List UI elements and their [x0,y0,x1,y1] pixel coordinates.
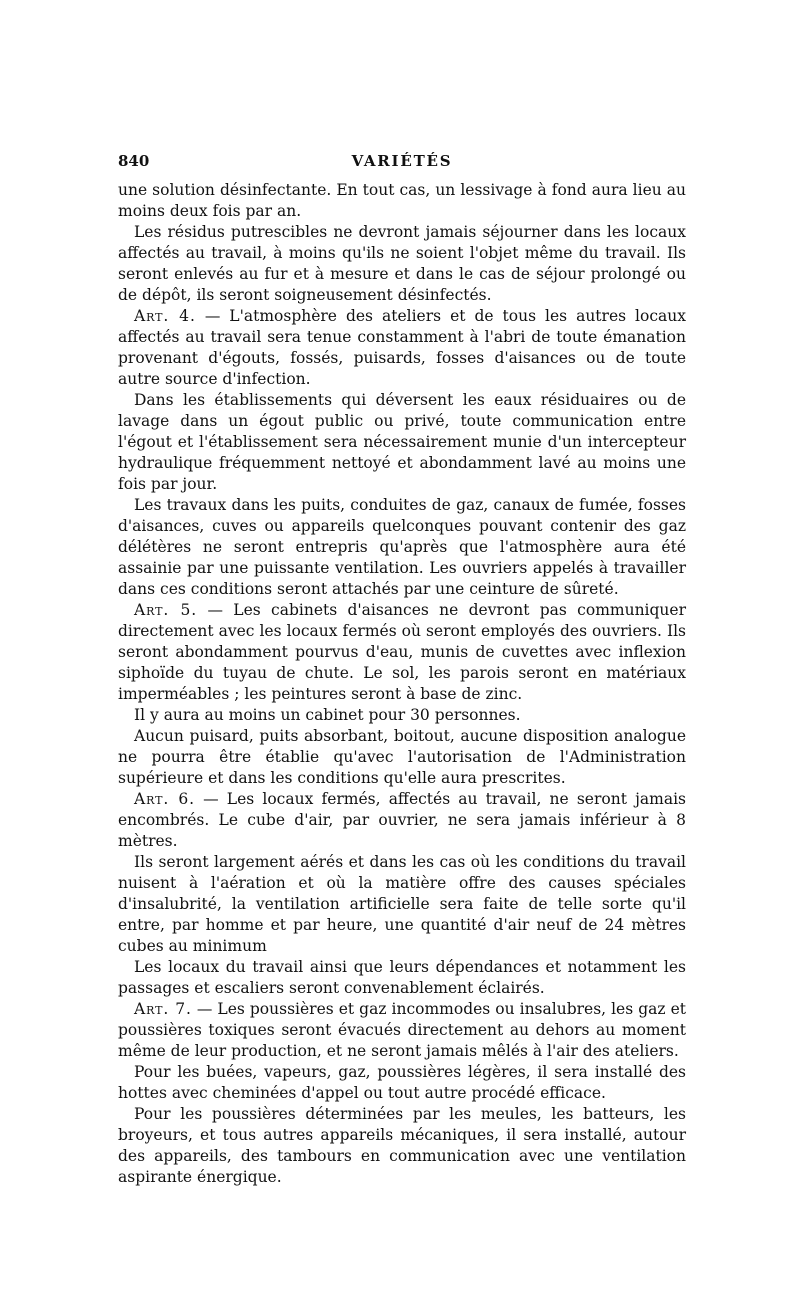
running-header [118,148,686,180]
paragraph [118,726,686,789]
paragraph [118,222,686,306]
paragraph [118,495,686,600]
paragraph [118,852,686,957]
article-label: Art. 6. [134,790,195,808]
paragraph [118,1104,686,1188]
paragraph-text: Dans les établissements qui déversent les eaux résiduaires ou de lavage dans un égout public ou privé, toute communication entre l'égout et l'établissement sera nécessairement munie d'un intercepteur hydraulique fréquemment nettoyé et abondamment lavé au moins une fois par jour. [118,391,686,493]
page-number: 840 [118,152,150,170]
article-label: Art. 7. [134,1000,192,1018]
paragraph-text: Les locaux du travail ainsi que leurs dépendances et notamment les passages et escaliers seront convenablement éclairés. [118,958,686,997]
paragraph-text: Il y aura au moins un cabinet pour 30 personnes. [134,706,521,724]
paragraph [118,1062,686,1104]
book-page [118,148,686,1188]
paragraph [118,180,686,222]
article-5-paragraph [118,600,686,705]
paragraph-text: Pour les buées, vapeurs, gaz, poussières légères, il sera installé des hottes avec cheminées d'appel ou tout autre procédé efficace. [118,1063,686,1102]
article-label: Art. 4. [134,307,196,325]
paragraph-text: — Les locaux fermés, affectés au travail, ne seront jamais encombrés. Le cube d'air, par ouvrier, ne sera jamais inférieur à 8 mètres. [118,790,686,850]
paragraph-text: — Les cabinets d'aisances ne devront pas communiquer directement avec les locaux fermés où seront employés des ouvriers. Ils seront abondamment pourvus d'eau, munis de cuvettes avec inflexion siphoïde du tuyau de chute. Le sol, les parois seront en matériaux imperméables ; les peintures seront à base de zinc. [118,601,686,703]
paragraph-text: Pour les poussières déterminées par les meules, les batteurs, les broyeurs, et tous autres appareils mécaniques, il sera installé, autour des appareils, des tambours en communication avec une ventilation aspirante énergique. [118,1105,686,1186]
paragraph-text: Les résidus putrescibles ne devront jamais séjourner dans les locaux affectés au travail, à moins qu'ils ne soient l'objet même du travail. Ils seront enlevés au fur et à mesure et dans le cas de séjour prolongé ou de dépôt, ils seront soigneusement désinfectés. [118,223,686,304]
paragraph [118,705,686,726]
paragraph-text: — L'atmosphère des ateliers et de tous les autres locaux affectés au travail sera tenue constamment à l'abri de toute émanation provenant d'égouts, fossés, puisards, fosses d'aisances ou de toute autre source d'infection. [118,307,686,388]
article-4-paragraph [118,306,686,390]
body-text [118,180,686,1188]
paragraph [118,957,686,999]
paragraph-text: Les travaux dans les puits, conduites de gaz, canaux de fumée, fosses d'aisances, cuves ou appareils quelconques pouvant contenir des gaz délétères ne seront entrepris qu'après que l'atmosphère aura été assainie par une puissante ventilation. Les ouvriers appelés à travailler dans ces conditions seront attachés par une ceinture de sûreté. [118,496,686,598]
paragraph-text: une solution désinfectante. En tout cas, un lessivage à fond aura lieu au moins deux fois par an. [118,181,686,220]
running-title: VARIÉTÉS [351,152,453,170]
paragraph-text: — Les poussières et gaz incommodes ou insalubres, les gaz et poussières toxiques seront évacués directement au dehors au moment même de leur production, et ne seront jamais mêlés à l'air des ateliers. [118,1000,686,1060]
article-7-paragraph [118,999,686,1062]
paragraph-text: Ils seront largement aérés et dans les cas où les conditions du travail nuisent à l'aération et où la matière offre des causes spéciales d'insalubrité, la ventilation artificielle sera faite de telle sorte qu'il entre, par homme et par heure, une quantité d'air neuf de 24 mètres cubes au minimum [118,853,686,955]
paragraph [118,390,686,495]
paragraph-text: Aucun puisard, puits absorbant, boitout, aucune disposition analogue ne pourra être établie qu'avec l'autorisation de l'Administration supérieure et dans les conditions qu'elle aura prescrites. [118,727,686,787]
article-label: Art. 5. [134,601,198,619]
article-6-paragraph [118,789,686,852]
